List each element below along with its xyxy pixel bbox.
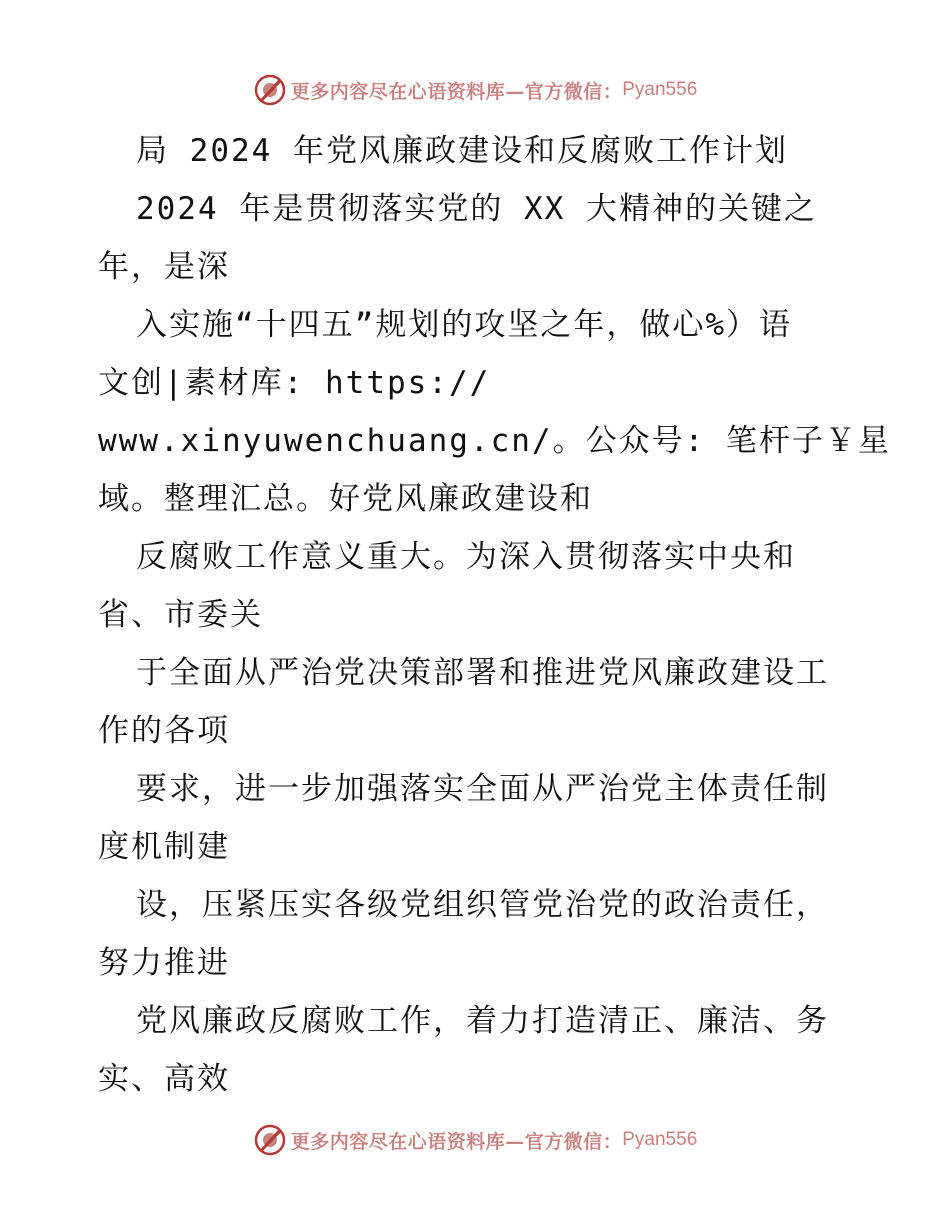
header-banner-text: 更多内容尽在心语资料库—官方微信： — [290, 80, 623, 103]
text-line: 2024 年是贯彻落实党的 XX 大精神的关键之 — [136, 191, 817, 227]
text-line: www.xinyuwenchuang.cn/。公众号: 笔杆子￥星 — [98, 423, 891, 459]
quill-seal-icon — [253, 1123, 287, 1157]
footer-banner — [0, 1120, 950, 1160]
text-line: 作的各项 — [98, 713, 230, 749]
document-title: 局 2024 年党风廉政建设和反腐败工作计划 — [136, 133, 788, 169]
footer-banner-contact: Pyan556 — [622, 1129, 698, 1150]
document-body — [98, 122, 891, 1108]
header-banner-contact: Pyan556 — [622, 79, 698, 100]
text-line: 度机制建 — [98, 829, 230, 865]
footer-banner-text: 更多内容尽在心语资料库—官方微信： — [290, 1130, 623, 1153]
header-banner — [0, 70, 950, 110]
text-line: 入实施“十四五”规划的攻坚之年，做心%）语 — [136, 307, 792, 343]
text-line: 努力推进 — [98, 945, 230, 981]
text-line: 年，是深 — [98, 249, 230, 285]
text-line: 设，压紧压实各级党组织管党治党的政治责任， — [136, 887, 829, 923]
text-line: 实、高效 — [98, 1061, 230, 1097]
text-line: 反腐败工作意义重大。为深入贯彻落实中央和 — [136, 539, 796, 575]
quill-seal-icon — [253, 73, 287, 107]
text-line: 省、市委关 — [98, 597, 263, 633]
text-line: 域。整理汇总。好党风廉政建设和 — [98, 481, 593, 517]
text-line: 党风廉政反腐败工作，着力打造清正、廉洁、务 — [136, 1003, 829, 1039]
text-line: 于全面从严治党决策部署和推进党风廉政建设工 — [136, 655, 829, 691]
text-line: 要求，进一步加强落实全面从严治党主体责任制 — [136, 771, 829, 807]
text-line: 文创|素材库: https:// — [98, 365, 491, 401]
